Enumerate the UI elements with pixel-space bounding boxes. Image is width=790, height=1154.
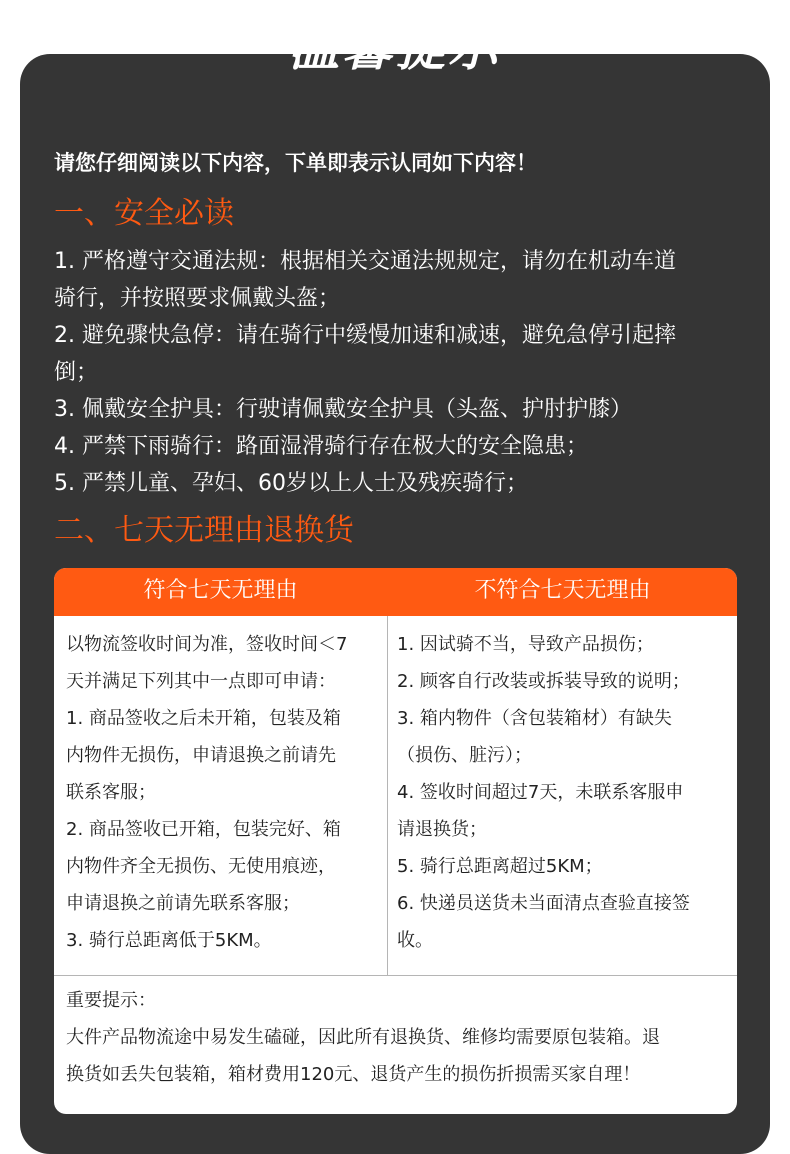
returns-table [54, 568, 737, 1114]
safety-rules-list [54, 243, 744, 502]
eligible-line: 3. 骑行总距离低于5KM。 [66, 930, 272, 951]
page-title: 温馨提示 [289, 19, 501, 77]
header-eligible: 符合七天无理由 [143, 578, 298, 603]
safety-rule-line: 4. 严禁下雨骑行：路面湿滑骑行存在极大的安全隐患； [54, 434, 588, 459]
notice-line: 大件产品物流途中易发生磕碰，因此所有退换货、维修均需要原包装箱。退 [66, 1027, 660, 1048]
eligible-line: 申请退换之前请先联系客服； [66, 893, 300, 914]
safety-rule-line: 骑行，并按照要求佩戴头盔； [54, 286, 341, 311]
eligible-line: 内物件齐全无损伤、无使用痕迹， [66, 856, 336, 877]
not-eligible-line: 3. 箱内物件（含包装箱材）有缺失 [397, 708, 672, 729]
eligible-conditions [66, 626, 381, 959]
returns-table-header [54, 568, 737, 616]
intro-text: 请您仔细阅读以下内容，下单即表示认同如下内容！ [54, 151, 537, 175]
notice-line: 换货如丢失包装箱，箱材费用120元、退货产生的损伤折损需买家自理！ [66, 1064, 641, 1085]
column-divider [387, 616, 388, 975]
eligible-line: 以物流签收时间为准，签收时间＜7 [66, 634, 348, 655]
not-eligible-line: 5. 骑行总距离超过5KM； [397, 856, 603, 877]
not-eligible-line: 6. 快递员送货未当面清点查验直接签 [397, 893, 690, 914]
eligible-line: 联系客服； [66, 782, 156, 803]
safety-rule-line: 2. 避免骤快急停：请在骑行中缓慢加速和减速，避免急停引起摔 [54, 323, 676, 348]
row-divider [54, 975, 737, 976]
notice-label: 重要提示： [66, 990, 156, 1011]
eligible-line: 2. 商品签收已开箱，包装完好、箱 [66, 819, 341, 840]
not-eligible-line: 请退换货； [397, 819, 487, 840]
section-heading-safety: 一、安全必读 [54, 196, 234, 231]
not-eligible-line: 2. 顾客自行改装或拆装导致的说明； [397, 671, 690, 692]
safety-rule-line: 1. 严格遵守交通法规：根据相关交通法规规定，请勿在机动车道 [54, 249, 676, 274]
not-eligible-conditions [397, 626, 729, 959]
safety-rule-line: 5. 严禁儿童、孕妇、60岁以上人士及残疾骑行； [54, 471, 528, 496]
not-eligible-line: 收。 [397, 930, 433, 951]
safety-rule-line: 倒； [54, 360, 99, 385]
not-eligible-line: （损伤、脏污）； [397, 745, 532, 766]
header-not-eligible: 不符合七天无理由 [474, 578, 651, 603]
not-eligible-line: 4. 签收时间超过7天，未联系客服申 [397, 782, 684, 803]
eligible-line: 内物件无损伤，申请退换之前请先 [66, 745, 336, 766]
section-heading-returns: 二、七天无理由退换货 [54, 513, 354, 548]
important-notice [66, 982, 729, 1093]
not-eligible-line: 1. 因试骑不当，导致产品损伤； [397, 634, 654, 655]
eligible-line: 1. 商品签收之后未开箱，包装及箱 [66, 708, 341, 729]
safety-rule-line: 3. 佩戴安全护具：行驶请佩戴安全护具（头盔、护肘护膝） [54, 397, 632, 422]
eligible-line: 天并满足下列其中一点即可申请： [66, 671, 336, 692]
